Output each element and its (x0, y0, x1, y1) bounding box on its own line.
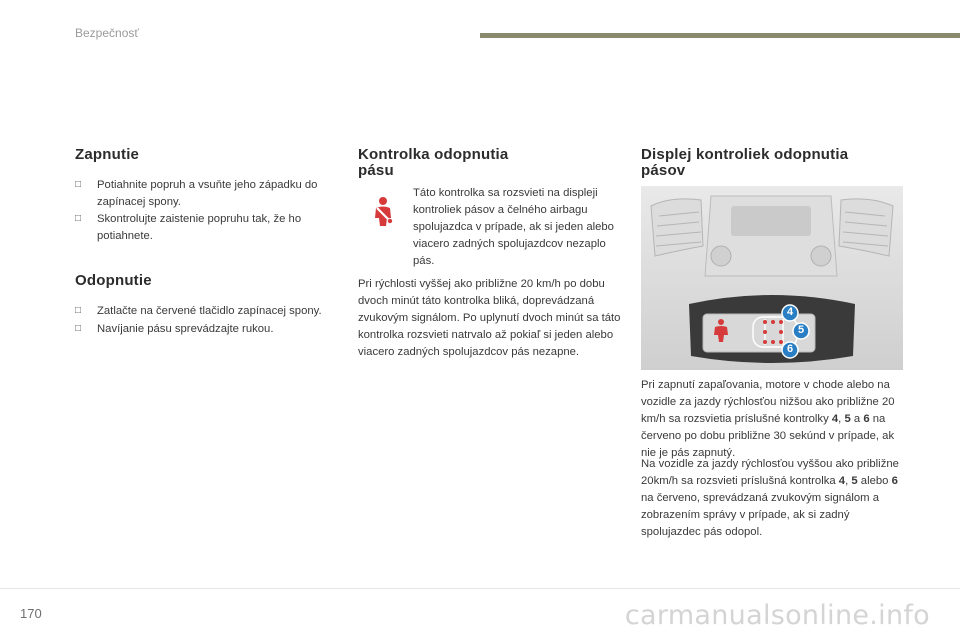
bullet-list-zapnutie (75, 177, 340, 244)
heading-displej: Displej kontroliek odopnutia pásov (641, 146, 849, 179)
checkbox-bullet-icon: □ (75, 213, 82, 224)
list-item: □ Skontrolujte zaistenie popruhu tak, že ho potiahnete. (75, 213, 302, 242)
callout-4: 4 (781, 304, 799, 327)
checkbox-bullet-icon: □ (75, 179, 82, 190)
blinking-description: Pri rýchlosti vyššej ako približne 20 km/h po dobu dvoch minút táto kontrolka bliká, doprevádzaná zvukovým signálom. Po uplynutí dvoch minút sa táto kontrolka rozsvieti natrvalo až pokiaľ si jeden alebo viacero zadných spolujazdcov pás nezapne. (358, 278, 621, 358)
callout-5: 5 (792, 322, 810, 345)
footer-divider (0, 588, 960, 589)
display-paragraph-2: Na vozidle za jazdy rýchlosťou vyššou ako približne 20km/h sa rozsvieti príslušná kontrolka 4, 5 alebo 6 na červeno, sprevádzaná zvukovým signálom a zobrazením správy v prípade, ak si zadný spolujazdec pás odopol. (641, 458, 899, 538)
checkbox-bullet-icon: □ (75, 322, 82, 334)
column-odopnutie (75, 273, 340, 337)
page-number: 170 (20, 606, 42, 621)
header-accent-bar (480, 33, 960, 38)
list-item: □ Potiahnite popruh a vsuňte jeho západku do zapínacej spony. (75, 179, 318, 208)
section-label: Bezpečnosť (75, 26, 139, 40)
list-item: □ Navíjanie pásu sprevádzajte rukou. (75, 321, 340, 338)
bullet-list-odopnutie (75, 303, 340, 337)
column-zapnutie (75, 147, 340, 244)
heading-kontrolka: Kontrolka odopnutia pásu (358, 146, 509, 179)
heading-zapnutie: Zapnutie (75, 146, 140, 163)
dashboard-illustration (641, 186, 903, 370)
list-item: □ Zatlačte na červené tlačidlo zapínacej spony. (75, 303, 340, 320)
seatbelt-warning-icon (370, 196, 396, 228)
warning-description: Táto kontrolka sa rozsvieti na displeji kontroliek pásov a čelného airbagu spolujazdca v prípade, ak si jeden alebo viacero zadných spolujazdcov nezaplo pás. (413, 187, 614, 267)
display-paragraph-1: Pri zapnutí zapaľovania, motore v chode alebo na vozidle za jazdy rýchlosťou nižšou ako približne 20 km/h sa rozsvietia príslušné kontrolky 4, 5 a 6 na červeno po dobu približne 30 sekúnd v prípade, ak nie je pás zapnutý. (641, 379, 895, 459)
watermark: carmanualsonline.info (624, 600, 930, 631)
heading-odopnutie: Odopnutie (75, 272, 152, 289)
callout-6: 6 (781, 341, 799, 364)
checkbox-bullet-icon: □ (75, 305, 82, 316)
